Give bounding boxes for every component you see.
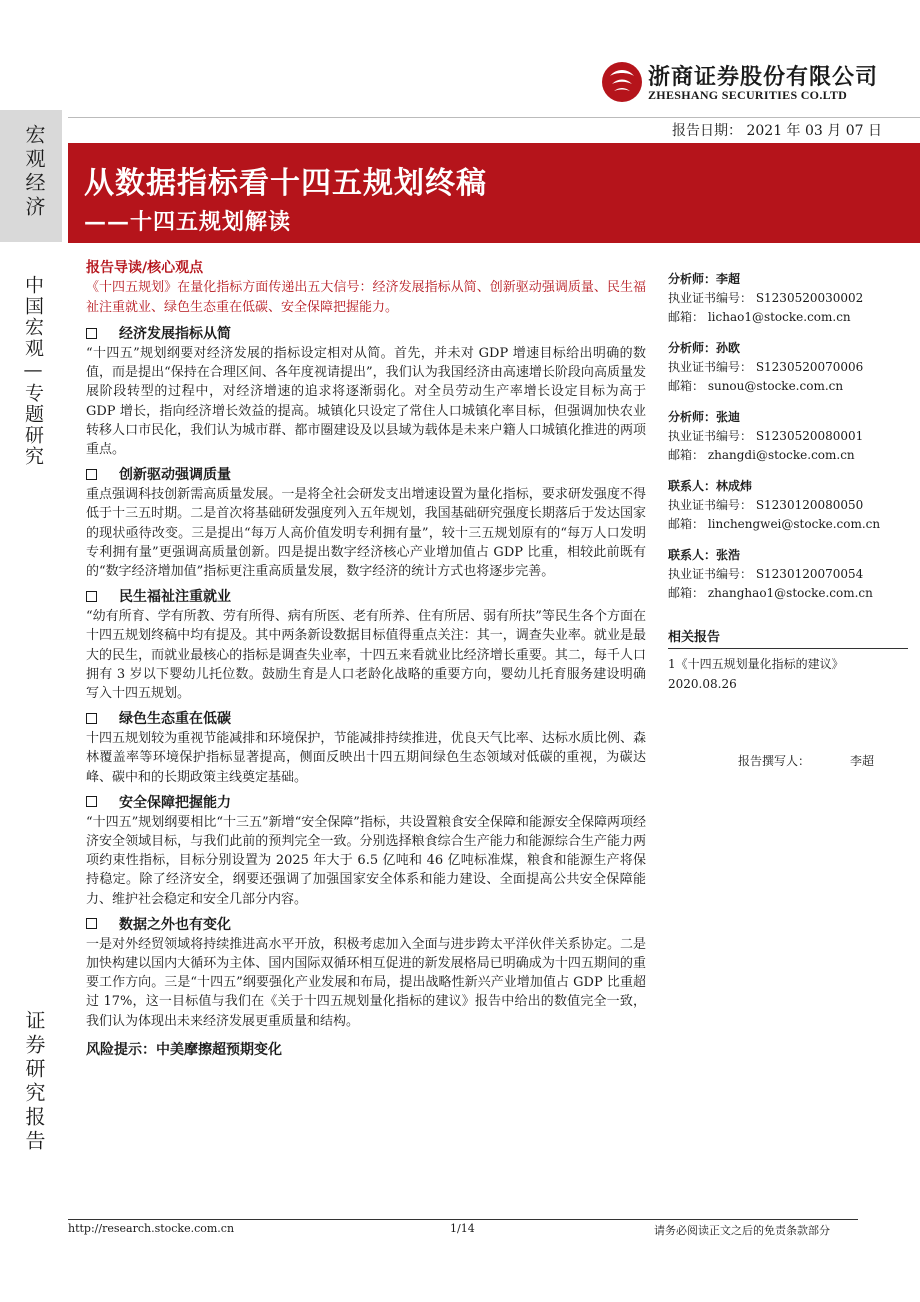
contact-role: 分析师：孙欧 [668, 341, 741, 355]
related-reports-heading: 相关报告 [668, 626, 908, 649]
point-heading: 经济发展指标从简 [86, 322, 646, 344]
point-body: “十四五”规划纲要对经济发展的指标设定相对从简。首先，并未对 GDP 增速目标给出明确的数值，而是提出“保持在合理区间、各年度视请提出”，我们认为我国经济由高速增长阶段向高质量发展阶段转型的过程中，对经济增速的追求将逐渐弱化。对全员劳动生产率增长设定目标为高于 GDP 增长，指向经济增长效益的提高。城镇化只设定了常住人口城镇化率目标，但强调加快农业转移人口市民化，我们认为城市群、都市圈建设及以县域为载体是未来户籍人口城镇化推进的两项重点。 [86, 346, 646, 458]
contact-cert: 执业证书编号： S1230520080001 [668, 429, 864, 443]
company-logo [600, 60, 879, 108]
checkbox-bullet-icon [86, 328, 97, 339]
main-content [86, 258, 646, 1059]
footer-url-link[interactable]: http://research.stocke.com.cn [68, 1222, 235, 1235]
contact-email[interactable]: 邮箱： zhangdi@stocke.com.cn [668, 448, 855, 462]
sidebar-series: 中国宏观—专题研究 [22, 275, 44, 467]
contact-email[interactable]: 邮箱： zhanghao1@stocke.com.cn [668, 586, 873, 600]
analyst-contacts [668, 270, 908, 615]
writer-label: 报告撰写人： [738, 754, 811, 768]
logo-company-name: 浙商证券股份有限公司 [648, 65, 879, 90]
checkbox-bullet-icon [86, 713, 97, 724]
contact-cert: 执业证书编号： S1230120070054 [668, 567, 864, 581]
related-report-date: 2020.08.26 [668, 677, 737, 691]
contact-card [668, 477, 908, 534]
contact-email[interactable]: 邮箱： linchengwei@stocke.com.cn [668, 517, 881, 531]
contact-role: 联系人：林成炜 [668, 479, 753, 493]
writer-name: 李超 [850, 754, 875, 768]
point-heading: 民生福祉注重就业 [86, 585, 646, 607]
disclaimer-note: 请务必阅读正文之后的免责条款部分 [654, 1224, 830, 1237]
point-body: 十四五规划较为重视节能减排和环境保护，节能减排持续推进，优良天气比率、达标水质比例、森林覆盖率等环境保护指标显著提高，侧面反映出十四五期间绿色生态领域对低碳的重视，为碳达峰、碳中和的长期政策主线奠定基础。 [86, 731, 646, 785]
contact-role: 分析师：李超 [668, 272, 741, 286]
contact-role: 分析师：张迪 [668, 410, 741, 424]
checkbox-bullet-icon [86, 591, 97, 602]
point-body: “十四五”规划纲要相比“十三五”新增“安全保障”指标，共设置粮食安全保障和能源安全保障两项经济安全领域目标，与我们此前的预判完全一致。分别选择粮食综合生产能力和能源综合生产能力两项约束性指标，目标分别设置为 2025 年大于 6.5 亿吨和 46 亿吨标准煤，粮食和能源生产将保持稳定。除了经济安全，纲要还强调了加强国家安全体系和能力建设、全面提高公共安全保障能力、维护社会稳定和安全几部分内容。 [86, 814, 646, 907]
point-heading: 数据之外也有变化 [86, 913, 646, 935]
checkbox-bullet-icon [86, 918, 97, 929]
point-body: 一是对外经贸领域将持续推进高水平开放，积极考虑加入全面与进步跨太平洋伙伴关系协定。二是加快构建以国内大循环为主体、国内国际双循环相互促进的新发展格局已明确成为十四五期间的重要工作方向。三是“十四五”纲要强化产业发展和布局，提出战略性新兴产业增加值占 GDP 比重超过 17%，这一目标值与我们在《关于十四五规划量化指标的建议》报告中给出的数值完全一致，我们认为体现出未来经济发展更重质量和结构。 [86, 936, 646, 1029]
checkbox-bullet-icon [86, 796, 97, 807]
point-body: 重点强调科技创新需高质量发展。一是将全社会研发支出增速设置为量化指标，要求研发强度不得低于十三五时期。二是首次将基础研发强度列入五年规划，我国基础研究强度长期落后于发达国家的现状亟待改变。三是提出“每万人高价值发明专利拥有量”，较十三五规划原有的“每万人口发明专利拥有量”更强调高质量创新。四是提出数字经济核心产业增加值占 GDP 比重，相较此前既有的“数字经济增加值”指标更注重高质量发展，数字经济的统计方式也将逐步完善。 [86, 487, 646, 580]
point-heading: 绿色生态重在低碳 [86, 707, 646, 729]
logo-emblem-icon [600, 60, 644, 104]
contact-card [668, 270, 908, 327]
contact-cert: 执业证书编号： S1230520070006 [668, 360, 864, 374]
logo-company-name-en: ZHESHANG SECURITIES CO.LTD [648, 88, 848, 102]
section-heading: 报告导读/核心观点 [86, 260, 204, 276]
contact-cert: 执业证书编号： S1230520030002 [668, 291, 864, 305]
report-date: 报告日期： 2021 年 03 月 07 日 [672, 123, 882, 139]
risk-warning: 风险提示：中美摩擦超预期变化 [86, 1041, 282, 1058]
related-report-title[interactable]: 1《十四五规划量化指标的建议》 [668, 657, 844, 671]
report-date-bar [68, 117, 920, 144]
report-writer [738, 752, 874, 769]
point-body: “幼有所育、学有所教、劳有所得、病有所医、老有所养、住有所居、弱有所扶”等民生各个方面在十四五规划终稿中均有提及。其中两条新设数据目标值得重点关注：其一，调查失业率。就业是最大的民生，而就业最核心的指标是调查失业率，十四五来看就业比经济增长重要。其二，每千人口拥有 3 岁以下婴幼儿托位数。鼓励生育是人口老龄化战略的重要方向，婴幼儿托育服务建设明确写入十四五规划。 [86, 609, 646, 702]
related-report-item[interactable] [668, 654, 908, 694]
checkbox-bullet-icon [86, 469, 97, 480]
sidebar-category: 宏观经济 [22, 124, 46, 220]
report-title: 从数据指标看十四五规划终稿 [84, 166, 487, 201]
report-subtitle: ——十四五规划解读 [84, 209, 292, 235]
contact-card [668, 408, 908, 465]
contact-card [668, 339, 908, 396]
point-heading: 安全保障把握能力 [86, 791, 646, 813]
contact-email[interactable]: 邮箱： sunou@stocke.com.cn [668, 379, 844, 393]
contact-cert: 执业证书编号： S1230120080050 [668, 498, 864, 512]
footer-divider [68, 1219, 858, 1220]
lead-summary: 《十四五规划》在量化指标方面传递出五大信号：经济发展指标从简、创新驱动强调质量、民生福祉注重就业、绿色生态重在低碳、安全保障把握能力。 [86, 280, 646, 315]
contact-email[interactable]: 邮箱： lichao1@stocke.com.cn [668, 310, 851, 324]
page-number: 1/14 [450, 1222, 475, 1235]
contact-card [668, 546, 908, 603]
contact-role: 联系人：张浩 [668, 548, 741, 562]
sidebar-doc-type: 证券研究报告 [22, 1010, 46, 1154]
point-heading: 创新驱动强调质量 [86, 463, 646, 485]
